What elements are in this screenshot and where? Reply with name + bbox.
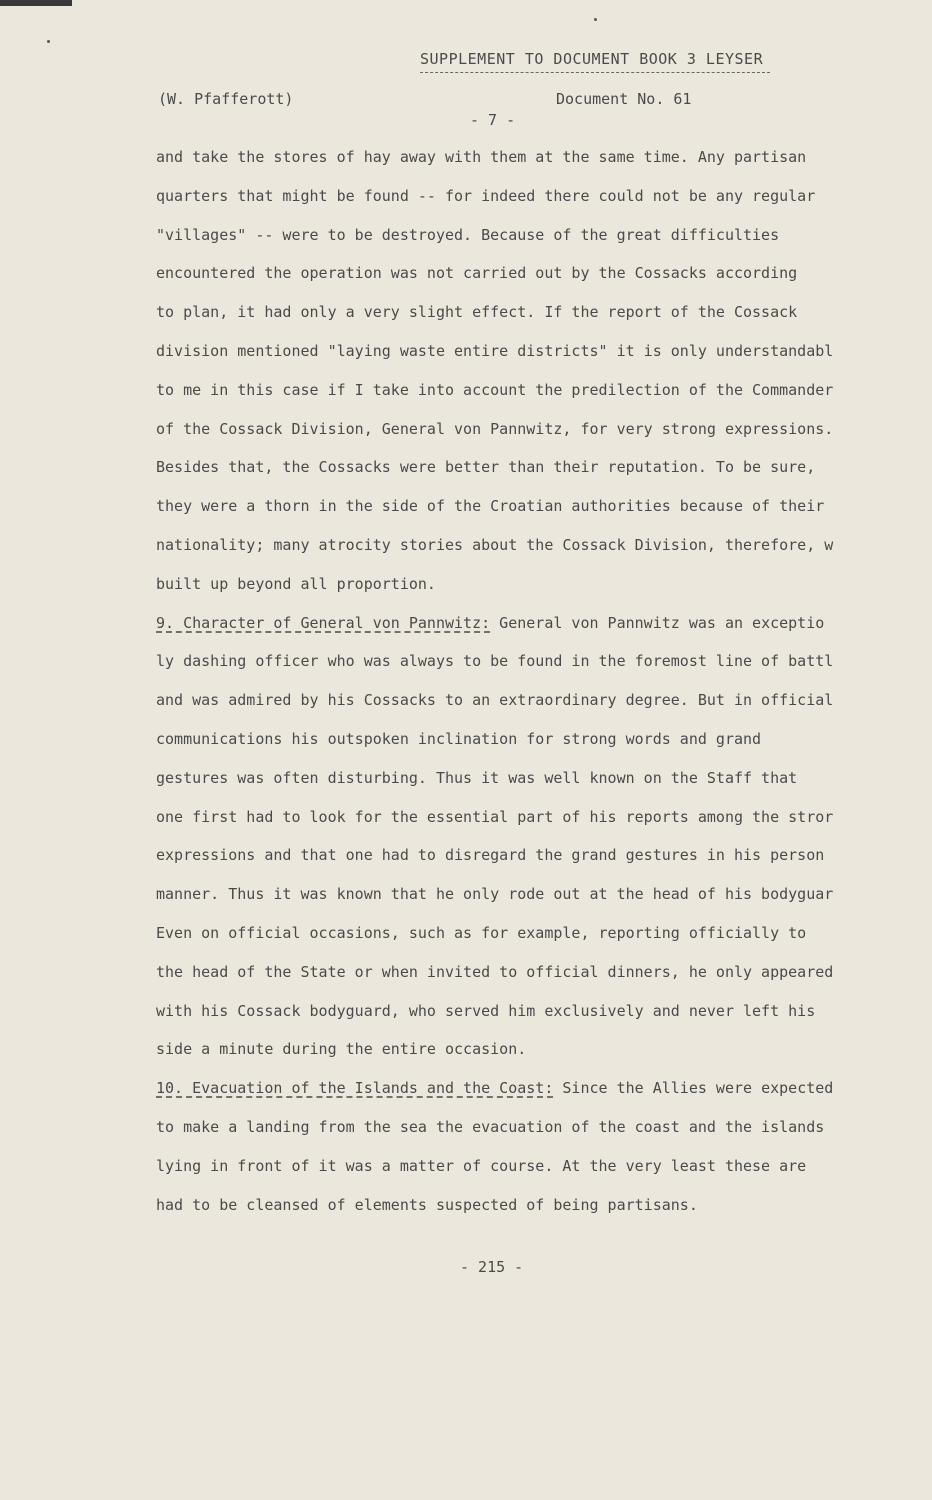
page-number: - 215 -: [460, 1258, 524, 1276]
text-line: expressions and that one had to disregard the grand gestures in his person: [156, 846, 825, 865]
section-9-lead: General von Pannwitz was an exceptio: [490, 613, 825, 632]
text-line: Even on official occasions, such as for example, reporting officially to: [156, 923, 807, 942]
text-line: had to be cleansed of elements suspected of being partisans.: [156, 1195, 698, 1214]
text-line: communications his outspoken inclination for strong words and grand: [156, 729, 762, 748]
header-rule: [420, 72, 770, 73]
text-line: ly dashing officer who was always to be found in the foremost line of battl: [156, 652, 834, 671]
text-line: of the Cossack Division, General von Pannwitz, for very strong expressions.: [156, 419, 834, 438]
text-line: built up beyond all proportion.: [156, 574, 436, 593]
body-text: [156, 147, 886, 1233]
text-line: lying in front of it was a matter of course. At the very least these are: [156, 1156, 807, 1175]
section-9-heading: 9. Character of General von Pannwitz:: [156, 613, 491, 632]
text-line: encountered the operation was not carried out by the Cossacks according: [156, 264, 798, 283]
text-line: side a minute during the entire occasion.: [156, 1040, 527, 1059]
text-line: one first had to look for the essential part of his reports among the stror: [156, 807, 834, 826]
text-line: with his Cossack bodyguard, who served him exclusively and never left his: [156, 1001, 816, 1020]
text-line: manner. Thus it was known that he only rode out at the head of his bodyguar: [156, 885, 834, 904]
speck: [594, 18, 597, 21]
text-line: to me in this case if I take into account the predilection of the Commander: [156, 380, 834, 399]
text-line: quarters that might be found -- for indeed there could not be any regular: [156, 186, 816, 205]
section-9-first-line: [156, 613, 886, 652]
section-10-lead: Since the Allies were expected: [553, 1079, 834, 1098]
text-line: division mentioned "laying waste entire districts" it is only understandabl: [156, 341, 834, 360]
document-book-header: SUPPLEMENT TO DOCUMENT BOOK 3 LEYSER: [420, 50, 764, 68]
section-10-heading: 10. Evacuation of the Islands and the Coast:: [156, 1079, 554, 1098]
text-line: Besides that, the Cossacks were better than their reputation. To be sure,: [156, 458, 816, 477]
text-line: they were a thorn in the side of the Croatian authorities because of their: [156, 497, 825, 516]
text-line: to make a landing from the sea the evacuation of the coast and the islands: [156, 1117, 825, 1136]
corner-mark: [0, 0, 72, 6]
text-line: and take the stores of hay away with them at the same time. Any partisan: [156, 148, 807, 166]
text-line: "villages" -- were to be destroyed. Because of the great difficulties: [156, 225, 780, 244]
page-marker: - 7 -: [470, 111, 516, 129]
text-line: gestures was often disturbing. Thus it was well known on the Staff that: [156, 768, 798, 787]
document-number: Document No. 61: [556, 90, 692, 108]
author-line: (W. Pfafferott): [158, 90, 294, 108]
section-10-first-line: [156, 1078, 886, 1117]
text-line: to plan, it had only a very slight effect. If the report of the Cossack: [156, 303, 798, 322]
text-line: and was admired by his Cossacks to an extraordinary degree. But in official: [156, 691, 834, 710]
text-line: nationality; many atrocity stories about the Cossack Division, therefore, w: [156, 535, 834, 554]
text-line: the head of the State or when invited to official dinners, he only appeared: [156, 962, 834, 981]
speck: [47, 40, 50, 43]
